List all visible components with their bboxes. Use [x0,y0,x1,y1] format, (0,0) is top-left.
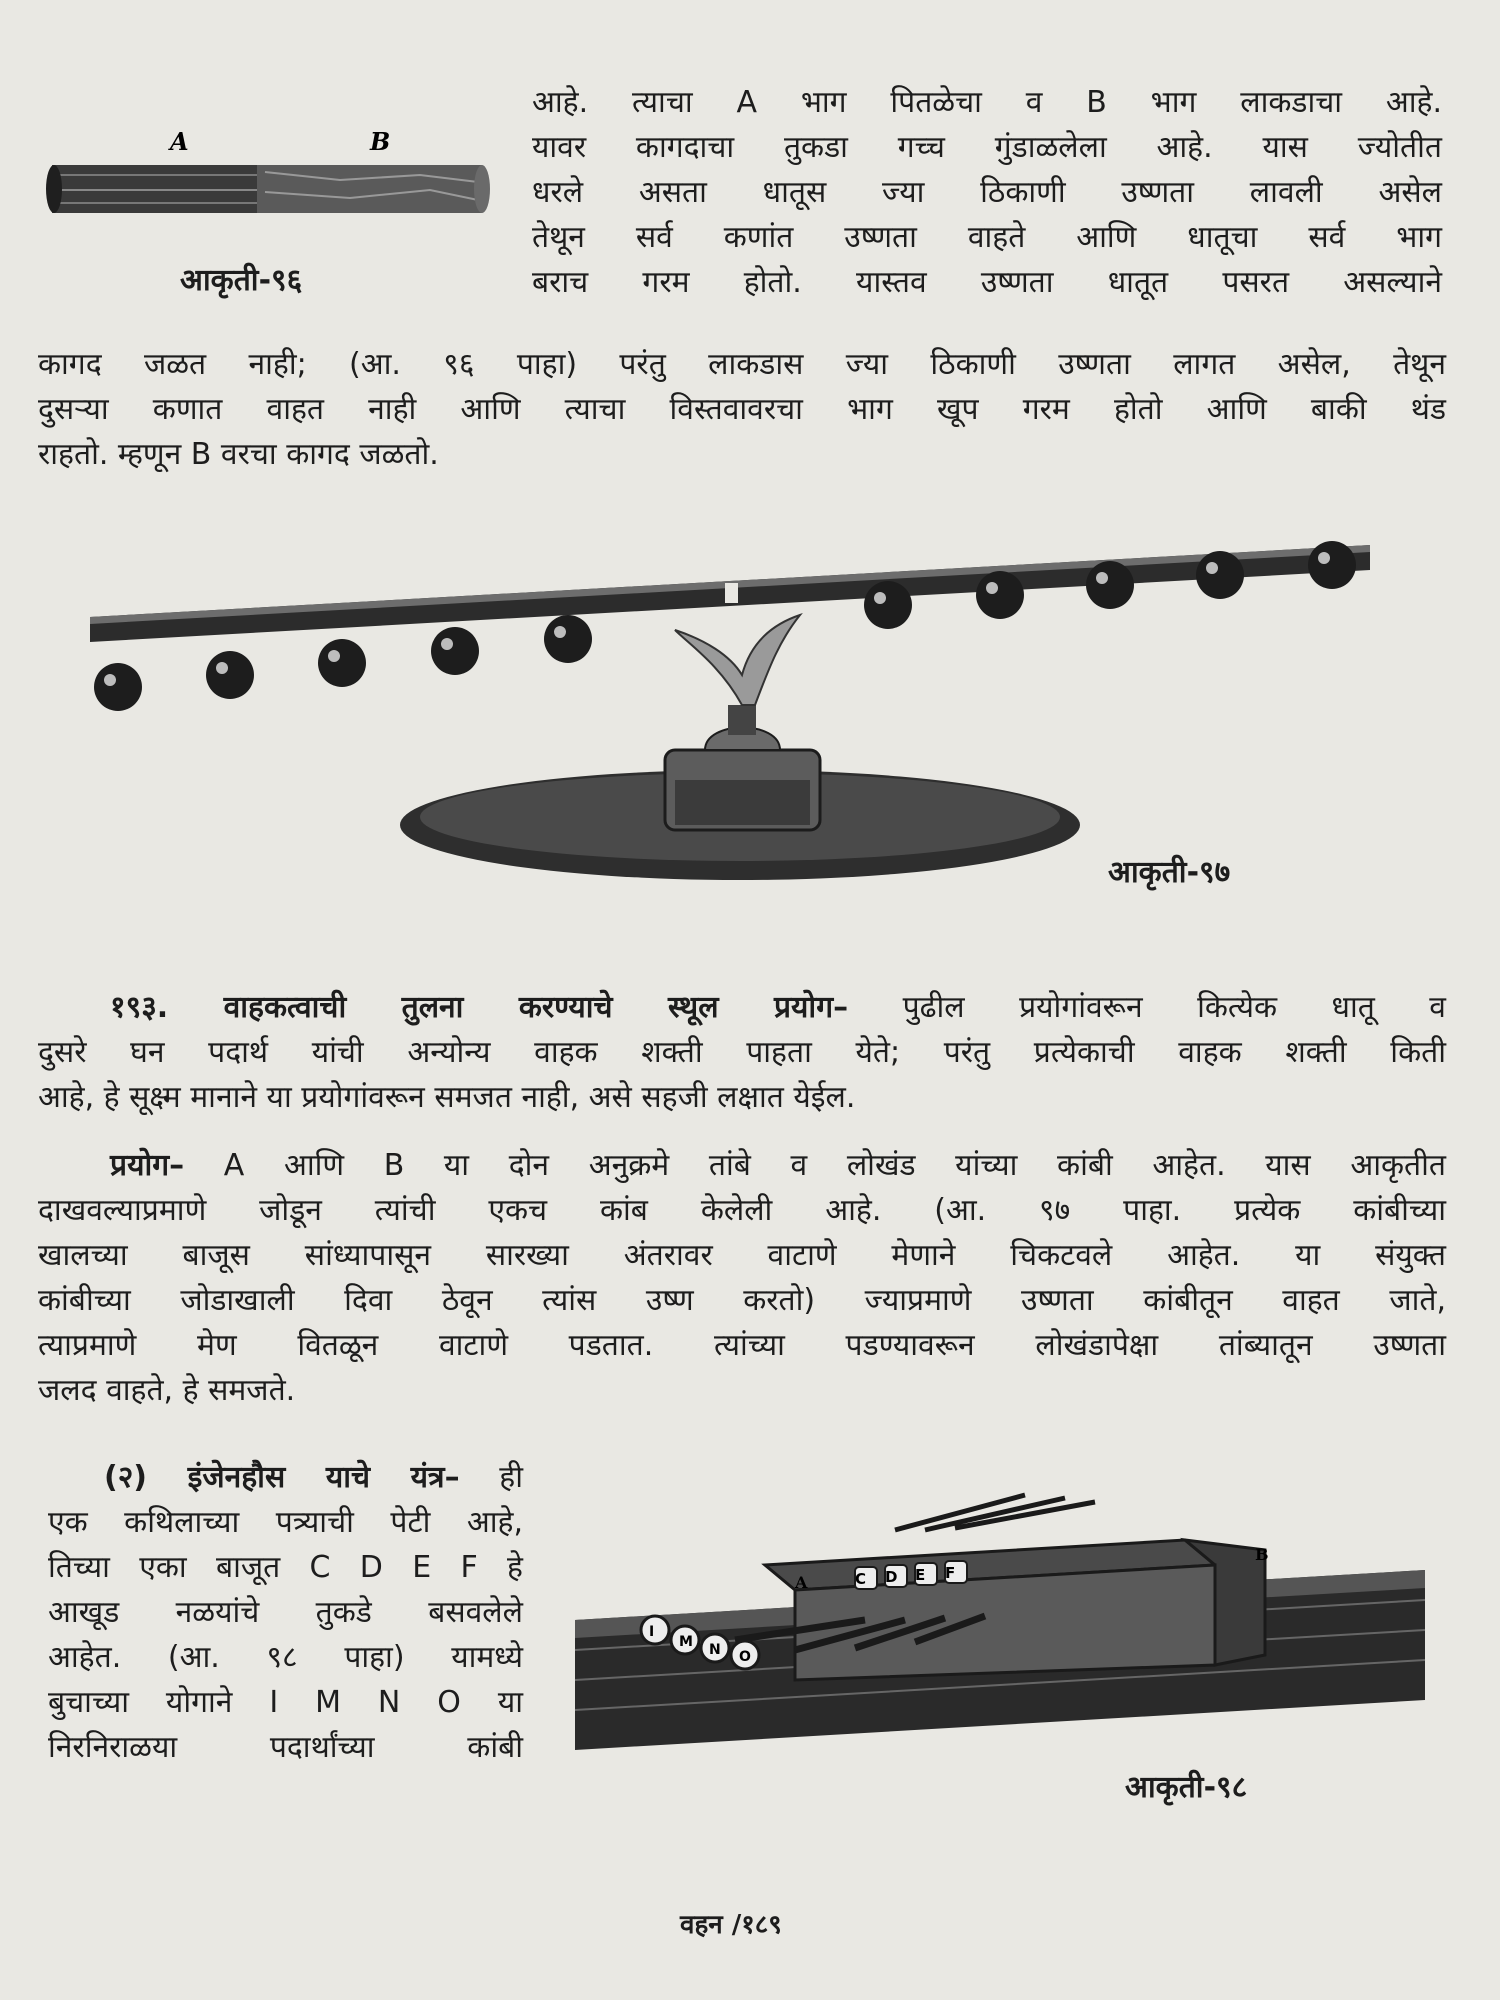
figure-98 [565,1470,1435,1770]
text-line: आहेत. (आ. ९८ पाहा) यामध्ये [48,1640,523,1675]
text-line: तिच्या एका बाजूत C D E F हे [48,1550,523,1585]
tube-label-o: O [739,1649,751,1665]
label-a: A [795,1573,808,1592]
ingenhousz-apparatus-illustration [565,1470,1435,1770]
experiment-paragraph [38,1143,1446,1413]
experiment-heading: प्रयोग– [110,1148,185,1183]
section-193 [38,985,1446,1120]
figure-96-caption: आकृती-९६ [180,263,303,298]
text-line: निरनिराळया पदार्थांच्या कांबी [48,1730,523,1765]
rod-label-e: E [915,1566,926,1584]
text-line: यावर कागदाचा तुकडा गच्च गुंडाळलेला आहे. यास ज्योतीत [532,130,1442,165]
tube-label-i: I [649,1624,655,1640]
rod-label-c: C [855,1570,867,1588]
text-fragment: A आणि B या दोन अनुक्रमे तांबे व लोखंड यांच्या कांबी आहेत. यास आकृतीत [223,1148,1446,1183]
text-line: खालच्या बाजूस सांध्यापासून सारख्या अंतरावर वाटाणे मेणाने चिकटवले आहेत. या संयुक्त [38,1238,1446,1273]
text-line: त्याप्रमाणे मेण वितळून वाटाणे पडतात. त्यांच्या पडण्यावरून लोखंडापेक्षा तांब्यातून उष्णता [38,1328,1446,1363]
text-fragment: ही [499,1460,523,1495]
text-line: एक कथिलाच्या पत्र्याची पेटी आहे, [48,1505,523,1540]
text-fragment: पुढील प्रयोगांवरून कित्येक धातू व [902,990,1446,1025]
ingenhousz-paragraph [48,1455,523,1770]
text-line: दाखवल्याप्रमाणे जोडून त्यांची एकच कांब केलेली आहे. (आ. ९७ पाहा. प्रत्येक कांबीच्या [38,1193,1446,1228]
figure-98-caption: आकृती-९८ [1125,1770,1248,1805]
figure-97-caption: आकृती-९७ [1108,855,1231,890]
section-heading: १९३. वाहकत्वाची तुलना करण्याचे स्थूल प्रयोग– [110,990,849,1025]
text-line: बराच गरम होतो. यास्तव उष्णता धातूत पसरत असल्याने [532,265,1442,300]
text-line [48,1455,523,1500]
text-line: आहे, हे सूक्ष्म मानाने या प्रयोगांवरून समजत नाही, असे सहजी लक्षात येईल. [38,1080,856,1115]
page-folio: वहन /१८९ [680,1910,782,1940]
label-b: B [370,127,391,156]
text-line: जलद वाहते, हे समजते. [38,1373,296,1408]
text-line: राहतो. म्हणून B वरचा कागद जळतो. [38,437,439,472]
paragraph-top-full [38,342,1446,477]
label-a: A [170,127,189,156]
text-line [38,1143,1446,1188]
conduction-bar-illustration [80,525,1380,885]
text-line: कांबीच्या जोडाखाली दिवा ठेवून त्यांस उष्ण करतो) ज्याप्रमाणे उष्णता कांबीतून वाहत जाते, [38,1283,1446,1318]
text-line: तेथून सर्व कणांत उष्णता वाहते आणि धातूचा सर्व भाग [532,220,1442,255]
rod-label-d: D [885,1568,898,1586]
label-b: B [1255,1545,1269,1564]
text-line: दुसऱ्या कणात वाहत नाही आणि त्याचा विस्तवावरचा भाग खूप गरम होतो आणि बाकी थंड [38,392,1446,427]
text-line [38,985,1446,1030]
text-line: बुचाच्या योगाने I M N O या [48,1685,523,1720]
rod-illustration [40,120,500,230]
tube-label-m: M [679,1634,693,1650]
text-line: दुसरे घन पदार्थ यांची अन्योन्य वाहक शक्ती पाहता येते; परंतु प्रत्येकाची वाहक शक्ती किती [38,1035,1446,1070]
figure-97 [80,525,1380,885]
paragraph-top-right [532,80,1442,305]
text-line: धरले असता धातूस ज्या ठिकाणी उष्णता लावली असेल [532,175,1442,210]
text-line: आहे. त्याचा A भाग पितळेचा व B भाग लाकडाचा आहे. [532,85,1442,120]
text-line: आखूड नळयांचे तुकडे बसवलेले [48,1595,523,1630]
figure-96 [40,120,500,230]
rod-label-f: F [945,1564,956,1582]
text-line: कागद जळत नाही; (आ. ९६ पाहा) परंतु लाकडास ज्या ठिकाणी उष्णता लागत असेल, तेथून [38,347,1446,382]
ingenhousz-heading: (२) इंजेनहौस याचे यंत्र– [104,1460,460,1495]
tube-label-n: N [709,1642,721,1658]
